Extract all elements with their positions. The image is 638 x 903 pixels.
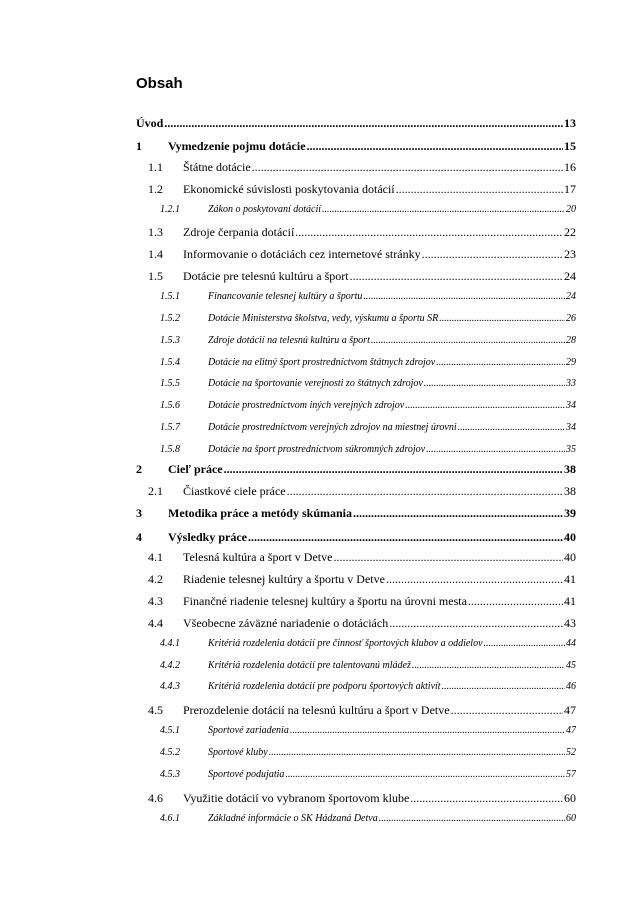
toc-entry[interactable] <box>136 139 576 154</box>
toc-entry[interactable] <box>160 813 576 824</box>
toc-entry-title: Výsledky práce <box>168 530 247 544</box>
toc-entry-number: 4.2 <box>148 572 163 586</box>
toc-entry-title: Základné informácie o ŠK Hádzaná Detva <box>208 813 378 824</box>
toc-entry-page: 20 <box>566 204 576 215</box>
toc-entry-number: 4.4.1 <box>160 638 180 649</box>
toc-entry[interactable] <box>148 484 576 499</box>
toc-entry-title: Športové zariadenia <box>208 725 289 736</box>
toc-entry[interactable] <box>148 616 576 631</box>
toc-entry-title: Kritériá rozdelenia dotácií pre talentovanú mládež <box>208 660 411 671</box>
toc-entry-page: 26 <box>566 313 576 324</box>
toc-entry-title: Všeobecne záväzné nariadenie o dotáciách <box>183 616 389 630</box>
toc-entry-number: 4.5.1 <box>160 725 180 736</box>
toc-entry-number: 1.5.4 <box>160 357 180 368</box>
toc-entry-number: 4.5.3 <box>160 769 180 780</box>
toc-entry[interactable] <box>160 638 576 649</box>
toc-entry-number: 2 <box>136 462 142 476</box>
toc-dot-leader <box>458 422 565 433</box>
toc-entry[interactable] <box>160 444 576 455</box>
toc-dot-leader <box>269 747 565 758</box>
toc-dot-leader <box>439 313 565 324</box>
toc-entry-number: 1.4 <box>148 247 163 261</box>
toc-entry-number: 1.1 <box>148 160 163 174</box>
toc-entry-page: 28 <box>566 335 576 346</box>
toc-entry-page: 38 <box>564 484 576 498</box>
toc-entry-page: 41 <box>564 594 576 608</box>
toc-entry-page: 44 <box>566 638 576 649</box>
toc-entry-number: 4.6 <box>148 791 163 805</box>
toc-entry[interactable] <box>160 400 576 411</box>
toc-entry-title: Vymedzenie pojmu dotácie <box>168 139 306 153</box>
toc-entry-number: 3 <box>136 506 142 520</box>
toc-dot-leader <box>307 139 563 154</box>
toc-dot-leader <box>405 400 565 411</box>
toc-entry-number: 4.5.2 <box>160 747 180 758</box>
toc-entry-page: 60 <box>564 791 576 805</box>
toc-entry-number: 2.1 <box>148 484 163 498</box>
toc-dot-leader <box>224 462 563 477</box>
toc-entry-page: 40 <box>564 550 576 564</box>
toc-entry-number: 1.5.7 <box>160 422 180 433</box>
toc-entry[interactable] <box>136 530 576 545</box>
toc-dot-leader <box>164 116 563 131</box>
toc-entry-number: 1.5.3 <box>160 335 180 346</box>
toc-entry[interactable] <box>160 378 576 389</box>
toc-entry[interactable] <box>160 313 576 324</box>
toc-entry[interactable] <box>136 462 576 477</box>
toc-entry[interactable] <box>148 703 576 718</box>
toc-entry-page: 16 <box>564 160 576 174</box>
toc-entry-title: Dotácie prostredníctvom verejných zdrojov na miestnej úrovni <box>208 422 457 433</box>
toc-entry-page: 60 <box>566 813 576 824</box>
toc-dot-leader <box>396 182 563 197</box>
toc-entry-page: 35 <box>566 444 576 455</box>
toc-entry-page: 22 <box>564 225 576 239</box>
toc-entry-page: 57 <box>566 769 576 780</box>
toc-entry-title: Dotácie na elitný šport prostredníctvom štátnych zdrojov <box>208 357 436 368</box>
toc-entry-page: 46 <box>566 681 576 692</box>
toc-dot-leader <box>371 335 565 346</box>
toc-dot-leader <box>287 484 563 499</box>
toc-dot-leader <box>484 638 565 649</box>
toc-entry-number: 1.5.2 <box>160 313 180 324</box>
toc-entry-title: Športové podujatia <box>208 769 285 780</box>
toc-dot-leader <box>322 204 565 215</box>
toc-entry-number: 4.1 <box>148 550 163 564</box>
toc-entry-number: 4.4.3 <box>160 681 180 692</box>
toc-entry[interactable] <box>160 681 576 692</box>
toc-entry-number: 4.4.2 <box>160 660 180 671</box>
toc-entry-number: 1.2 <box>148 182 163 196</box>
toc-entry-number: 4.6.1 <box>160 813 180 824</box>
toc-entry[interactable] <box>160 357 576 368</box>
toc-entry-page: 17 <box>564 182 576 196</box>
toc-entry-title: Štátne dotácie <box>183 160 251 174</box>
toc-entry-page: 52 <box>566 747 576 758</box>
toc-entry-page: 24 <box>566 291 576 302</box>
toc-entry-title: Dotácie prostredníctvom iných verejných zdrojov <box>208 400 405 411</box>
toc-entry-title: Dotácie na športovanie verejnosti zo štátnych zdrojov <box>208 378 423 389</box>
toc-entry-page: 40 <box>564 530 576 544</box>
toc-entry-page: 34 <box>566 400 576 411</box>
toc-entry-page: 47 <box>564 703 576 717</box>
toc-entry-number: 4.3 <box>148 594 163 608</box>
toc-entry-number: 1.5 <box>148 269 163 283</box>
toc-entry-number: 1.5.6 <box>160 400 180 411</box>
toc-entry[interactable] <box>148 269 576 284</box>
toc-entry-title: Dotácie Ministerstva školstva, vedy, výskumu a športu SR <box>208 313 439 324</box>
toc-entry-title: Prerozdelenie dotácií na telesnú kultúru a šport v Detve <box>183 703 450 717</box>
toc-entry-title: Športové kluby <box>208 747 268 758</box>
toc-entry-title: Úvod <box>136 116 164 130</box>
toc-entry-title: Zdroje dotácií na telesnú kultúru a šport <box>208 335 370 346</box>
toc-dot-leader <box>379 813 565 824</box>
toc-entry-title: Čiastkové ciele práce <box>183 484 286 498</box>
toc-entry[interactable] <box>160 335 576 346</box>
toc-entry[interactable] <box>148 160 576 175</box>
toc-dot-leader <box>422 247 563 262</box>
toc-entry-title: Informovanie o dotáciách cez internetové stránky <box>183 247 421 261</box>
toc-dot-leader <box>252 160 563 175</box>
toc-entry-title: Riadenie telesnej kultúry a športu v Detve <box>183 572 385 586</box>
toc-entry-title: Ekonomické súvislosti poskytovania dotácií <box>183 182 395 196</box>
toc-dot-leader <box>451 703 563 718</box>
toc-entry-page: 43 <box>564 616 576 630</box>
toc-dot-leader <box>426 444 565 455</box>
toc-entry-title: Telesná kultúra a šport v Detve <box>183 550 333 564</box>
toc-entry-number: 1.5.1 <box>160 291 180 302</box>
toc-entry-number: 1.5.5 <box>160 378 180 389</box>
toc-entry-page: 15 <box>564 139 576 153</box>
toc-entry-page: 24 <box>564 269 576 283</box>
toc-entry-title: Zdroje čerpania dotácií <box>183 225 295 239</box>
toc-entry-page: 47 <box>566 725 576 736</box>
toc-dot-leader <box>442 681 565 692</box>
toc-entry[interactable] <box>148 247 576 262</box>
toc-entry-title: Dotácie pre telesnú kultúru a šport <box>183 269 349 283</box>
toc-entry[interactable] <box>136 116 576 131</box>
toc-dot-leader <box>248 530 563 545</box>
toc-entry[interactable] <box>160 725 576 736</box>
toc-entry[interactable] <box>136 506 576 521</box>
toc-entry-title: Metodika práce a metódy skúmania <box>168 506 352 520</box>
toc-entry-page: 13 <box>564 116 576 130</box>
toc-entry[interactable] <box>148 791 576 806</box>
toc-entry-title: Kritériá rozdelenia dotácií pre činnosť športových klubov a oddielov <box>208 638 483 649</box>
toc-entry-title: Dotácie na šport prostredníctvom súkromných zdrojov <box>208 444 426 455</box>
toc-dot-leader <box>295 225 563 240</box>
toc-entry[interactable] <box>148 182 576 197</box>
toc-dot-leader <box>333 550 563 565</box>
toc-entry-page: 33 <box>566 378 576 389</box>
toc-entry-page: 45 <box>566 660 576 671</box>
toc-entry-number: 4 <box>136 530 142 544</box>
toc-heading: Obsah <box>136 75 183 92</box>
toc-dot-leader <box>290 725 565 736</box>
toc-entry-page: 29 <box>566 357 576 368</box>
toc-entry[interactable] <box>160 660 576 671</box>
toc-entry-number: 1.5.8 <box>160 444 180 455</box>
toc-dot-leader <box>386 572 563 587</box>
toc-entry[interactable] <box>160 422 576 433</box>
toc-entry[interactable] <box>148 225 576 240</box>
toc-dot-leader <box>285 769 565 780</box>
toc-entry-number: 4.4 <box>148 616 163 630</box>
toc-entry-page: 34 <box>566 422 576 433</box>
toc-entry[interactable] <box>160 747 576 758</box>
toc-entry-title: Finančné riadenie telesnej kultúry a športu na úrovni mesta <box>183 594 467 608</box>
toc-entry-title: Financovanie telesnej kultúry a športu <box>208 291 363 302</box>
toc-entry[interactable] <box>148 550 576 565</box>
toc-entry-page: 41 <box>564 572 576 586</box>
toc-entry[interactable] <box>148 594 576 609</box>
toc-dot-leader <box>410 791 563 806</box>
toc-entry-title: Využitie dotácií vo vybranom športovom klube <box>183 791 410 805</box>
toc-entry-number: 4.5 <box>148 703 163 717</box>
toc-dot-leader <box>353 506 563 521</box>
toc-entry[interactable] <box>160 769 576 780</box>
toc-dot-leader <box>350 269 563 284</box>
toc-dot-leader <box>363 291 565 302</box>
toc-dot-leader <box>424 378 565 389</box>
toc-entry[interactable] <box>160 204 576 215</box>
toc-dot-leader <box>412 660 565 671</box>
toc-entry-page: 23 <box>564 247 576 261</box>
toc-dot-leader <box>436 357 565 368</box>
toc-entry-page: 38 <box>564 462 576 476</box>
toc-entry-title: Cieľ práce <box>168 462 223 476</box>
toc-entry[interactable] <box>148 572 576 587</box>
toc-dot-leader <box>389 616 563 631</box>
toc-entry-number: 1.2.1 <box>160 204 180 215</box>
toc-dot-leader <box>468 594 563 609</box>
toc-entry-number: 1.3 <box>148 225 163 239</box>
toc-entry-number: 1 <box>136 139 142 153</box>
toc-entry[interactable] <box>160 291 576 302</box>
toc-entry-page: 39 <box>564 506 576 520</box>
toc-entry-title: Zákon o poskytovaní dotácií <box>208 204 322 215</box>
toc-entry-title: Kritériá rozdelenia dotácií pre podporu športových aktivít <box>208 681 441 692</box>
